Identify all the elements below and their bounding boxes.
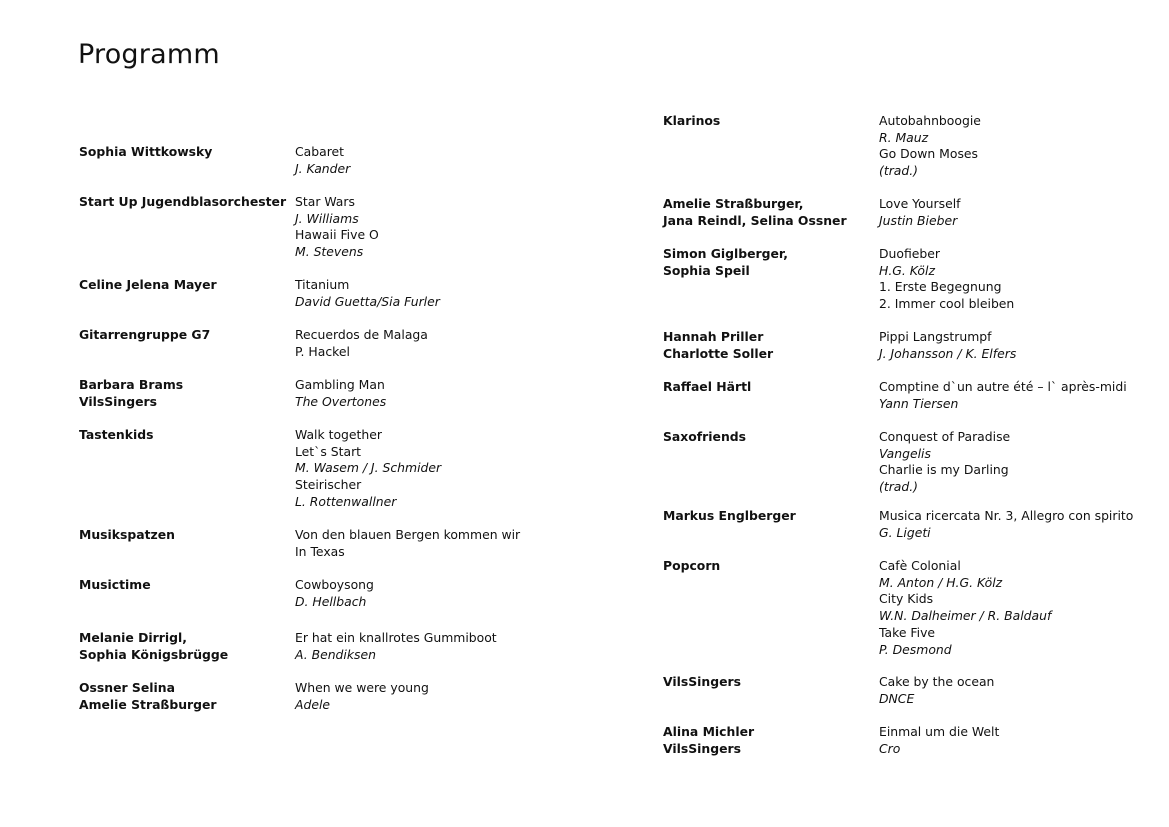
piece-title: Pippi Langstrumpf: [879, 329, 992, 344]
piece-title: Autobahnboogie: [879, 113, 981, 128]
piece-title: Einmal um die Welt: [879, 724, 1000, 739]
performer-line: Markus Englberger: [663, 508, 796, 523]
performer-name: [663, 674, 873, 691]
piece-list: [295, 527, 520, 560]
composer-name: DNCE: [879, 690, 915, 706]
piece-title: Hawaii Five O: [295, 227, 379, 243]
performer-name: [663, 113, 873, 130]
performer-line: Klarinos: [663, 113, 721, 128]
piece-list: [879, 508, 1133, 541]
composer-name: The Overtones: [295, 393, 387, 409]
composer-name: Vangelis: [879, 445, 931, 461]
piece-title: Recuerdos de Malaga: [295, 327, 428, 342]
composer-name: (trad.): [879, 479, 919, 495]
piece-title: Go Down Moses: [879, 146, 978, 162]
piece-title: City Kids: [879, 591, 934, 607]
performer-name: [79, 527, 289, 544]
piece-title: In Texas: [295, 543, 345, 559]
piece-title: Cafè Colonial: [879, 558, 961, 573]
performer-name: [79, 630, 289, 663]
piece-title: Gambling Man: [295, 377, 385, 392]
piece-list: [879, 329, 1016, 362]
performer-name: [663, 379, 873, 396]
composer-name: (trad.): [879, 163, 919, 179]
composer-name: Justin Bieber: [879, 212, 958, 228]
performer-name: [79, 194, 289, 211]
piece-list: [879, 674, 994, 707]
piece-list: [295, 680, 429, 713]
piece-list: [295, 577, 374, 610]
performer-line: Ossner Selina: [79, 680, 175, 695]
piece-list: [879, 246, 1014, 313]
performer-line: VilsSingers: [79, 393, 157, 409]
piece-list: [295, 377, 386, 410]
performer-name: [79, 144, 289, 161]
performer-name: [79, 680, 289, 713]
piece-list: [879, 724, 999, 757]
piece-title: Walk together: [295, 427, 382, 442]
composer-name: M. Stevens: [295, 244, 364, 260]
piece-title: Cowboysong: [295, 577, 374, 592]
performer-line: Alina Michler: [663, 724, 755, 739]
performer-line: Musictime: [79, 577, 151, 592]
piece-title: Charlie is my Darling: [879, 462, 1009, 478]
composer-name: M. Anton / H.G. Kölz: [879, 574, 1003, 590]
performer-line: VilsSingers: [663, 740, 741, 756]
piece-list: [879, 558, 1051, 658]
piece-title: P. Hackel: [295, 343, 350, 359]
performer-name: [79, 427, 289, 444]
performer-name: [79, 577, 289, 594]
composer-name: G. Ligeti: [879, 524, 931, 540]
composer-name: W.N. Dalheimer / R. Baldauf: [879, 608, 1052, 624]
performer-line: VilsSingers: [663, 674, 741, 689]
composer-name: P. Desmond: [879, 641, 952, 657]
piece-list: [295, 144, 350, 177]
performer-line: Tastenkids: [79, 427, 154, 442]
piece-title: Musica ricercata Nr. 3, Allegro con spirito: [879, 508, 1134, 523]
composer-name: Adele: [295, 696, 331, 712]
performer-line: Jana Reindl, Selina Ossner: [663, 212, 847, 228]
performer-name: [663, 329, 873, 362]
composer-name: Cro: [879, 740, 901, 756]
performer-name: [663, 558, 873, 575]
composer-name: Yann Tiersen: [879, 395, 959, 411]
composer-name: David Guetta/Sia Furler: [295, 293, 440, 309]
composer-name: J. Williams: [295, 210, 359, 226]
performer-line: Amelie Straßburger,: [663, 196, 804, 211]
performer-line: Saxofriends: [663, 429, 747, 444]
piece-title: Cake by the ocean: [879, 674, 995, 689]
piece-title: Titanium: [295, 277, 350, 292]
performer-name: [663, 508, 873, 525]
composer-name: J. Johansson / K. Elfers: [879, 345, 1017, 361]
piece-list: [879, 429, 1010, 496]
performer-line: Celine Jelena Mayer: [79, 277, 217, 292]
composer-name: R. Mauz: [879, 129, 929, 145]
piece-title: 1. Erste Begegnung: [879, 279, 1002, 295]
composer-name: J. Kander: [295, 160, 351, 176]
piece-list: [295, 327, 428, 360]
piece-title: Von den blauen Bergen kommen wir: [295, 527, 521, 542]
performer-line: Sophia Wittkowsky: [79, 144, 213, 159]
piece-title: Star Wars: [295, 194, 355, 209]
piece-list: [295, 427, 441, 511]
piece-list: [879, 379, 1127, 412]
piece-title: Comptine d`un autre été – l` après-midi: [879, 379, 1127, 394]
piece-list: [879, 113, 981, 180]
piece-title: Steirischer: [295, 477, 362, 493]
piece-list: [295, 194, 379, 261]
performer-line: Amelie Straßburger: [79, 696, 217, 712]
performer-line: Charlotte Soller: [663, 345, 774, 361]
performer-line: Gitarrengruppe G7: [79, 327, 211, 342]
performer-line: Popcorn: [663, 558, 721, 573]
performer-line: Start Up Jugendblasorchester: [79, 194, 287, 209]
performer-line: Melanie Dirrigl,: [79, 630, 187, 645]
piece-title: Take Five: [879, 624, 936, 640]
composer-name: A. Bendiksen: [295, 646, 376, 662]
performer-line: Raffael Härtl: [663, 379, 752, 394]
performer-line: Musikspatzen: [79, 527, 175, 542]
performer-name: [79, 377, 289, 410]
composer-name: M. Wasem / J. Schmider: [295, 460, 442, 476]
performer-line: Hannah Priller: [663, 329, 764, 344]
piece-title: Let`s Start: [295, 443, 362, 459]
performer-line: Barbara Brams: [79, 377, 184, 392]
piece-title: Conquest of Paradise: [879, 429, 1011, 444]
composer-name: L. Rottenwallner: [295, 493, 397, 509]
piece-title: Cabaret: [295, 144, 345, 159]
performer-line: Sophia Speil: [663, 262, 750, 278]
piece-title: Love Yourself: [879, 196, 961, 211]
performer-name: [79, 327, 289, 344]
piece-list: [295, 630, 497, 663]
composer-name: D. Hellbach: [295, 593, 367, 609]
piece-list: [295, 277, 440, 310]
performer-name: [663, 429, 873, 446]
performer-name: [663, 724, 873, 757]
piece-title: Duofieber: [879, 246, 940, 261]
performer-name: [79, 277, 289, 294]
piece-title: When we were young: [295, 680, 429, 695]
piece-title: Er hat ein knallrotes Gummiboot: [295, 630, 497, 645]
piece-list: [879, 196, 961, 229]
performer-line: Simon Giglberger,: [663, 246, 788, 261]
piece-title: 2. Immer cool bleiben: [879, 296, 1015, 312]
performer-name: [663, 196, 873, 229]
performer-name: [663, 246, 873, 279]
composer-name: H.G. Kölz: [879, 262, 935, 278]
performer-line: Sophia Königsbrügge: [79, 646, 229, 662]
page-title: Programm: [78, 39, 220, 70]
